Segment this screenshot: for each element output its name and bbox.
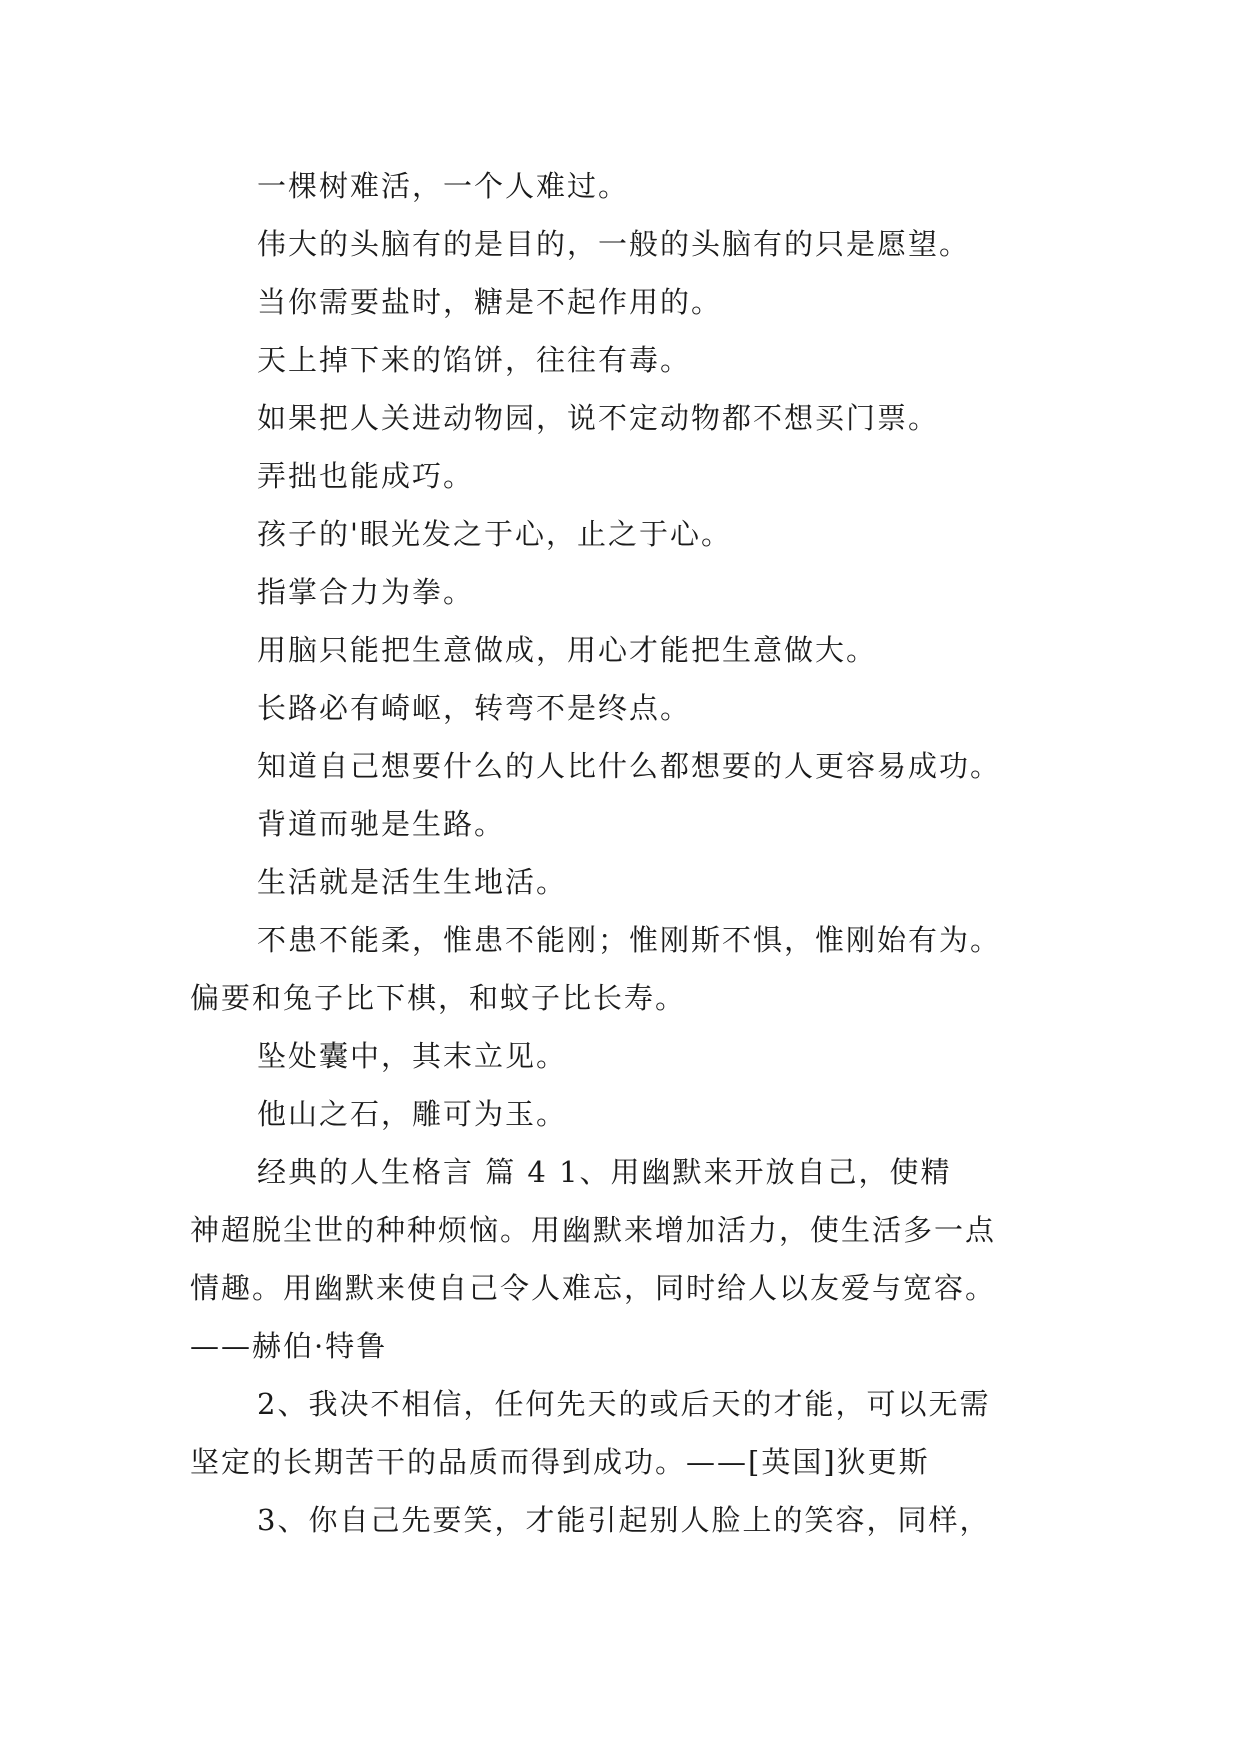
attribution-line: ——赫伯·特鲁 (190, 1329, 388, 1363)
text-line: 天上掉下来的馅饼，往往有毒。 (257, 343, 692, 377)
text-line: 背道而驰是生路。 (257, 807, 506, 841)
text-line: 伟大的头脑有的是目的，一般的头脑有的只是愿望。 (257, 227, 971, 261)
text-line: 指掌合力为拳。 (257, 575, 475, 609)
section-heading-line: 经典的人生格言 篇 4 1、用幽默来开放自己，使精 (257, 1155, 952, 1189)
text-line: 偏要和兔子比下棋，和蚊子比长寿。 (190, 981, 687, 1015)
text-line: 用脑只能把生意做成，用心才能把生意做大。 (257, 633, 878, 667)
text-line: 坠处囊中，其末立见。 (257, 1039, 568, 1073)
text-line: 情趣。用幽默来使自己令人难忘，同时给人以友爱与宽容。 (190, 1271, 997, 1305)
text-line: 他山之石，雕可为玉。 (257, 1097, 568, 1131)
text-line: 长路必有崎岖，转弯不是终点。 (257, 691, 692, 725)
text-line: 弄拙也能成巧。 (257, 459, 475, 493)
text-line: 生活就是活生生地活。 (257, 865, 568, 899)
text-line: 2、我决不相信，任何先天的或后天的才能，可以无需 (257, 1387, 991, 1421)
text-line: 当你需要盐时，糖是不起作用的。 (257, 285, 723, 319)
text-line: 知道自己想要什么的人比什么都想要的人更容易成功。 (257, 749, 1002, 783)
text-line: 不患不能柔，惟患不能刚；惟刚斯不惧，惟刚始有为。 (257, 923, 1002, 957)
text-line: 神超脱尘世的种种烦恼。用幽默来增加活力，使生活多一点 (190, 1213, 997, 1247)
text-line: 坚定的长期苦干的品质而得到成功。——[英国]狄更斯 (190, 1445, 930, 1479)
text-line: 一棵树难活，一个人难过。 (257, 169, 630, 203)
text-line: 如果把人关进动物园，说不定动物都不想买门票。 (257, 401, 940, 435)
text-line: 3、你自己先要笑，才能引起别人脸上的笑容，同样， (257, 1503, 991, 1537)
text-line: 孩子的'眼光发之于心，止之于心。 (257, 517, 732, 551)
